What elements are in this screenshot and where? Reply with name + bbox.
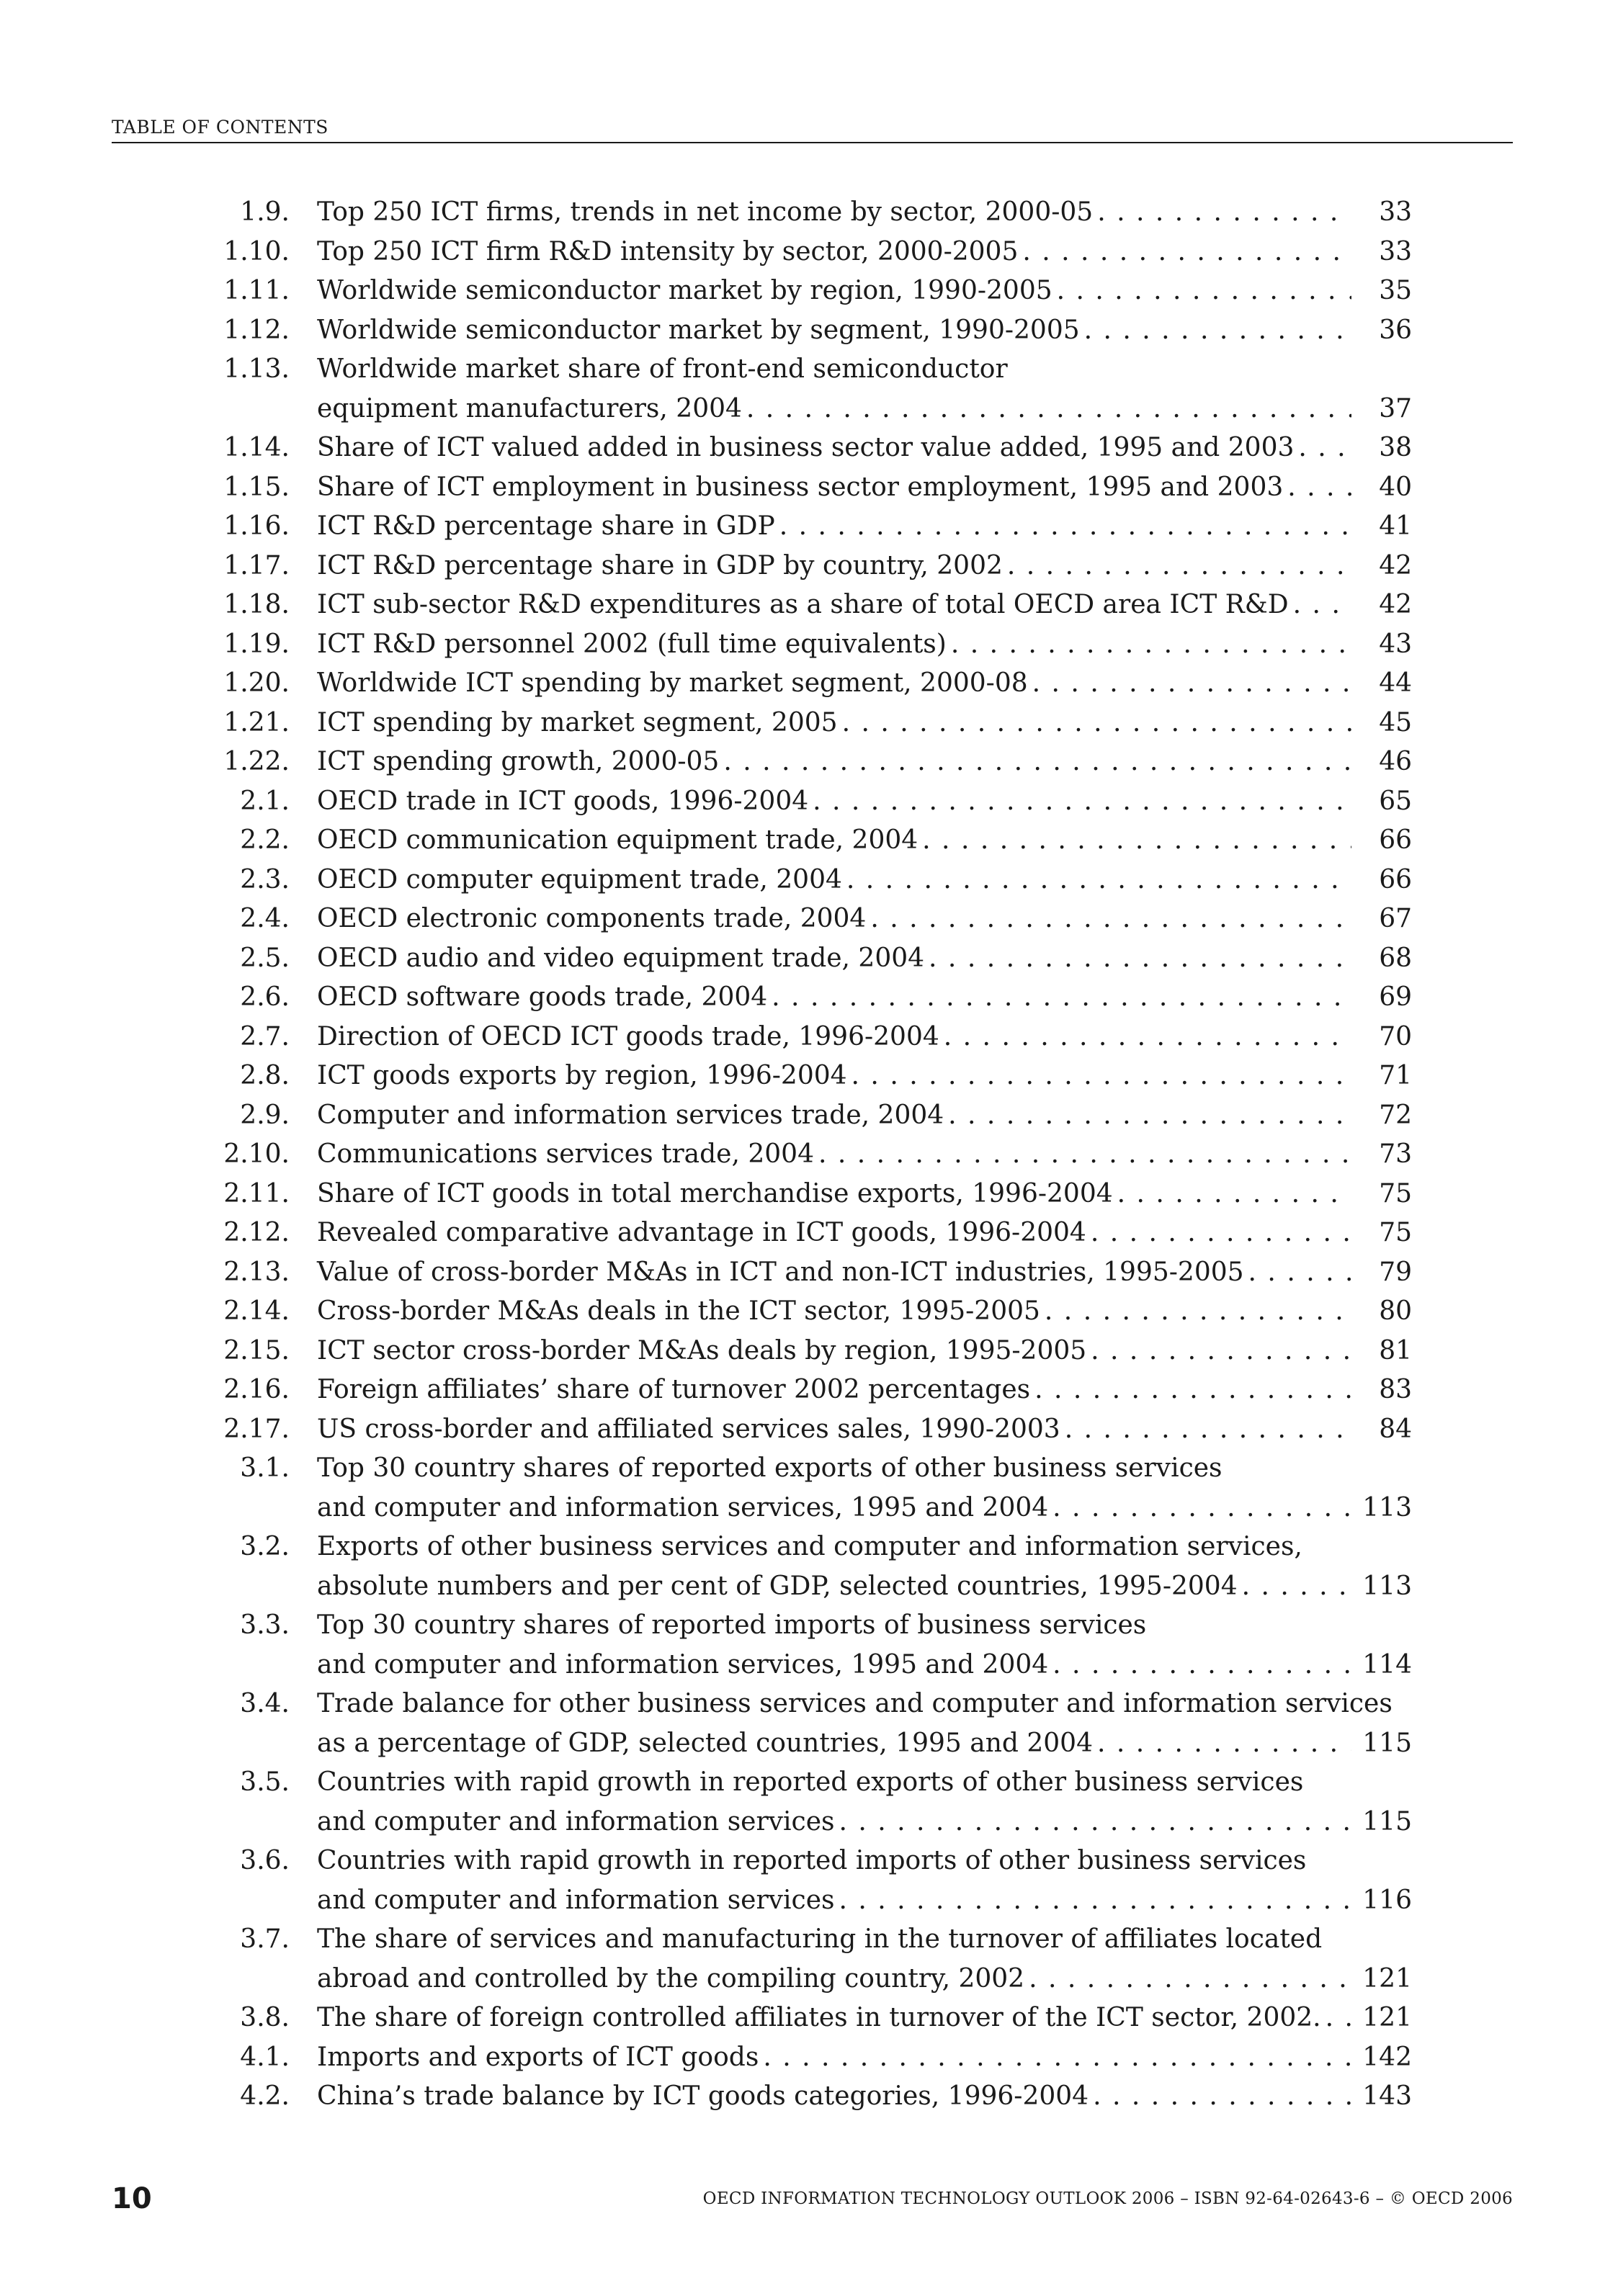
toc-entry-page: 70 [1379,1021,1412,1051]
toc-entry-title: Share of ICT goods in total merchandise exports, 1996-2004 [317,1178,1113,1208]
toc-entry [209,1214,1412,1253]
toc-entry-page: 113 [1362,1571,1412,1601]
toc-entry-number: 4.2. [240,2081,290,2111]
header-rule [112,142,1513,143]
dot-leader [1097,1724,1351,1764]
toc-entry-page: 116 [1362,1885,1412,1915]
toc-entry [209,1253,1412,1293]
toc-entry-page: 66 [1379,864,1412,894]
toc-entry-title: The share of foreign controlled affiliates in turnover of the ICT sector, 2002. [317,2003,1321,2032]
toc-entry [209,1057,1412,1096]
toc-entry-number: 1.11. [223,276,290,305]
toc-entry-title: equipment manufacturers, 2004 [317,393,742,423]
toc-entry-title: ICT sub-sector R&D expenditures as a share of total OECD area ICT R&D [317,590,1289,619]
dot-leader [723,743,1351,782]
toc-entry-title: Countries with rapid growth in reported exports of other business services [317,1767,1304,1797]
table-of-contents [209,193,1412,2117]
toc-entry-title: and computer and information services, 1995 and 2004 [317,1649,1049,1680]
toc-entry-title: ICT R&D percentage share in GDP by country, 2002 [317,550,1003,580]
toc-entry-page: 42 [1379,550,1412,580]
toc-entry-page: 72 [1379,1100,1412,1130]
toc-entry [209,547,1412,586]
toc-entry-title: OECD computer equipment trade, 2004 [317,864,842,894]
toc-entry-number: 3.7. [240,1924,290,1954]
dot-leader [929,939,1351,979]
toc-entry-title: OECD electronic components trade, 2004 [317,904,867,933]
dot-leader [1084,311,1351,351]
dot-leader [951,625,1351,665]
toc-entry [209,1763,1412,1803]
toc-entry-title: OECD audio and video equipment trade, 2004 [317,943,925,973]
toc-entry-number: 2.9. [240,1100,290,1130]
dot-leader [1032,664,1351,704]
toc-entry-title: ICT goods exports by region, 1996-2004 [317,1061,847,1090]
dot-leader [1293,586,1351,625]
toc-entry-number: 2.12. [223,1218,290,1247]
toc-entry-number: 1.13. [223,354,290,384]
toc-entry-number: 3.5. [240,1767,290,1797]
toc-entry-title: absolute numbers and per cent of GDP, selected countries, 1995-2004 [317,1571,1238,1601]
toc-entry-page: 73 [1379,1139,1412,1169]
toc-entry-title: Worldwide market share of front-end semiconductor [317,354,1008,384]
toc-entry [209,1135,1412,1175]
running-head: TABLE OF CONTENTS [112,117,328,138]
toc-entry-number: 2.4. [240,904,290,933]
toc-entry [209,1999,1412,2038]
dot-leader [746,390,1351,429]
toc-entry [209,1292,1412,1332]
toc-entry-title: Foreign affiliates’ share of turnover 2002 percentages [317,1375,1031,1404]
toc-entry-page: 79 [1379,1257,1412,1287]
toc-entry-number: 2.17. [223,1414,290,1444]
toc-entry-title: Top 250 ICT firm R&D intensity by sector, 2000-2005 [317,236,1019,266]
toc-entry [209,939,1412,979]
dot-leader [944,1018,1351,1057]
toc-entry-title: China’s trade balance by ICT goods categories, 1996-2004 [317,2081,1089,2111]
toc-entry [209,1724,1412,1764]
toc-entry-title: The share of services and manufacturing in the turnover of affiliates located [317,1924,1323,1954]
toc-entry [209,625,1412,665]
toc-entry-number: 2.16. [223,1375,290,1404]
toc-entry-number: 2.3. [240,864,290,894]
toc-entry-number: 4.1. [240,2042,290,2072]
toc-entry-number: 1.14. [223,433,290,462]
toc-entry [209,1685,1412,1724]
toc-entry [209,586,1412,625]
toc-entry-page: 68 [1379,943,1412,973]
toc-entry-page: 67 [1379,904,1412,933]
toc-entry-title: as a percentage of GDP, selected countries, 1995 and 2004 [317,1728,1093,1758]
toc-entry-number: 1.18. [223,590,290,619]
dot-leader [1052,1646,1351,1685]
toc-entry-title: Computer and information services trade, 2004 [317,1100,944,1130]
toc-entry-page: 37 [1379,393,1412,423]
toc-entry-number: 1.20. [223,668,290,698]
dot-leader [839,1881,1351,1921]
toc-entry [209,272,1412,311]
toc-entry-page: 33 [1379,197,1412,227]
toc-entry [209,350,1412,390]
dot-leader [1065,1410,1351,1450]
toc-entry-page: 40 [1379,472,1412,502]
toc-entry-page: 46 [1379,747,1412,776]
toc-entry [209,1803,1412,1842]
toc-entry [209,429,1412,468]
toc-entry-page: 81 [1379,1335,1412,1366]
toc-entry-title: OECD trade in ICT goods, 1996-2004 [317,786,809,816]
toc-entry-title: ICT spending by market segment, 2005 [317,707,838,737]
page-number: 10 [112,2182,152,2215]
dot-leader [1034,1371,1351,1410]
dot-leader [1093,2077,1351,2117]
toc-entry-number: 1.21. [223,707,290,737]
toc-entry-page: 33 [1379,236,1412,266]
toc-entry [209,507,1412,547]
toc-entry-title: Top 30 country shares of reported imports of business services [317,1610,1147,1640]
toc-entry-number: 2.15. [223,1335,290,1366]
toc-entry-number: 2.1. [240,786,290,816]
toc-entry-title: and computer and information services, 1995 and 2004 [317,1492,1049,1523]
toc-entry [209,311,1412,351]
toc-entry-page: 142 [1362,2042,1412,2072]
toc-entry-page: 69 [1379,982,1412,1012]
toc-entry-page: 65 [1379,786,1412,816]
toc-entry [209,704,1412,743]
toc-entry [209,233,1412,272]
toc-entry-number: 1.17. [223,550,290,580]
toc-entry-title: Worldwide ICT spending by market segment, 2000-08 [317,668,1028,698]
dot-leader [818,1135,1351,1175]
toc-entry [209,1528,1412,1567]
toc-entry [209,1960,1412,1999]
toc-entry [209,1881,1412,1921]
toc-entry-title: Value of cross-border M&As in ICT and non-ICT industries, 1995-2005 [317,1257,1244,1287]
dot-leader [1057,272,1351,311]
dot-leader [1052,1489,1351,1528]
toc-entry [209,900,1412,939]
dot-leader [1091,1332,1351,1371]
toc-entry [209,821,1412,861]
dot-leader [846,861,1351,900]
toc-entry-number: 1.22. [223,747,290,776]
dot-leader [1287,468,1351,508]
toc-entry-title: ICT R&D percentage share in GDP [317,511,775,541]
toc-entry-title: Worldwide semiconductor market by segment, 1990-2005 [317,315,1080,345]
toc-entry [209,978,1412,1018]
toc-entry-page: 121 [1362,2003,1412,2032]
dot-leader [839,1803,1351,1842]
toc-entry-page: 66 [1379,825,1412,855]
toc-entry-number: 1.19. [223,629,290,659]
toc-entry [209,1371,1412,1410]
toc-entry [209,1096,1412,1136]
dot-leader [1117,1175,1351,1214]
dot-leader [1007,547,1351,586]
toc-entry-number: 3.1. [240,1453,290,1483]
toc-entry-title: ICT sector cross-border M&As deals by region, 1995-2005 [317,1335,1087,1366]
toc-entry-title: Countries with rapid growth in reported imports of other business services [317,1846,1307,1875]
toc-entry-page: 115 [1362,1728,1412,1758]
toc-entry-title: Top 250 ICT firms, trends in net income by sector, 2000-05 [317,197,1094,227]
toc-entry-title: Top 30 country shares of reported exports of other business services [317,1453,1223,1483]
toc-entry-title: Share of ICT valued added in business sector value added, 1995 and 2003 [317,433,1295,462]
toc-entry [209,1449,1412,1489]
toc-entry-title: Cross-border M&As deals in the ICT sector, 1995-2005 [317,1296,1040,1326]
toc-entry [209,1567,1412,1607]
toc-entry [209,1606,1412,1646]
toc-entry-title: OECD software goods trade, 2004 [317,982,768,1012]
toc-entry [209,1920,1412,1960]
toc-entry-title: US cross-border and affiliated services sales, 1990-2003 [317,1414,1060,1444]
toc-entry [209,2077,1412,2117]
dot-leader [842,704,1351,743]
toc-entry [209,1332,1412,1371]
dot-leader [852,1057,1351,1096]
toc-entry-title: ICT R&D personnel 2002 (full time equivalents) [317,629,947,659]
toc-entry-page: 115 [1362,1806,1412,1837]
toc-entry [209,2038,1412,2078]
toc-entry [209,743,1412,782]
toc-entry-title: OECD communication equipment trade, 2004 [317,825,918,855]
dot-leader [1045,1292,1351,1332]
toc-entry-page: 75 [1379,1178,1412,1208]
dot-leader [779,507,1351,547]
toc-entry-number: 1.9. [240,197,290,227]
toc-entry-title: Imports and exports of ICT goods [317,2042,759,2072]
dot-leader [1097,193,1351,233]
toc-entry-page: 80 [1379,1296,1412,1326]
toc-entry-page: 44 [1379,668,1412,698]
toc-entry-number: 3.8. [240,2003,290,2032]
toc-entry-number: 2.2. [240,825,290,855]
toc-entry-number: 2.7. [240,1021,290,1051]
toc-entry-page: 113 [1362,1492,1412,1523]
publication-footer: OECD INFORMATION TECHNOLOGY OUTLOOK 2006 – ISBN 92-64-02643-6 – © OECD 2006 [702,2189,1513,2208]
dot-leader [1029,1960,1351,1999]
toc-entry [209,664,1412,704]
toc-entry [209,1410,1412,1450]
toc-entry-title: Communications services trade, 2004 [317,1139,814,1169]
toc-entry-number: 2.10. [223,1139,290,1169]
toc-entry-page: 121 [1362,1963,1412,1994]
toc-entry-title: Worldwide semiconductor market by region, 1990-2005 [317,276,1052,305]
toc-entry-number: 3.4. [240,1689,290,1718]
toc-entry-page: 41 [1379,511,1412,541]
toc-entry-title: Revealed comparative advantage in ICT goods, 1996-2004 [317,1218,1086,1247]
toc-entry-number: 1.16. [223,511,290,541]
toc-entry [209,782,1412,822]
toc-entry-title: Share of ICT employment in business sector employment, 1995 and 2003 [317,472,1284,502]
toc-entry-number: 2.11. [223,1178,290,1208]
toc-entry [209,1175,1412,1214]
dot-leader [870,900,1351,939]
toc-entry [209,390,1412,429]
toc-entry-title: and computer and information services [317,1806,835,1837]
dot-leader [922,821,1351,861]
toc-entry-page: 45 [1379,707,1412,737]
dot-leader [763,2038,1351,2078]
dot-leader [1091,1214,1351,1253]
toc-entry-page: 143 [1362,2081,1412,2111]
toc-entry-title: Direction of OECD ICT goods trade, 1996-2004 [317,1021,939,1051]
toc-entry-page: 75 [1379,1218,1412,1247]
toc-entry-page: 114 [1362,1649,1412,1680]
toc-entry [209,861,1412,900]
toc-entry-number: 2.14. [223,1296,290,1326]
toc-entry-title: Trade balance for other business services and computer and information services [317,1689,1393,1718]
toc-entry-page: 42 [1379,590,1412,619]
dot-leader [813,782,1351,822]
toc-entry [209,1018,1412,1057]
toc-entry [209,193,1412,233]
toc-entry-title: abroad and controlled by the compiling country, 2002 [317,1963,1025,1994]
toc-entry-page: 83 [1379,1375,1412,1404]
toc-entry-number: 2.8. [240,1061,290,1090]
toc-entry-number: 3.6. [240,1846,290,1875]
dot-leader [1248,1253,1351,1293]
toc-entry-page: 38 [1379,433,1412,462]
toc-entry-number: 3.2. [240,1532,290,1561]
toc-entry-number: 2.6. [240,982,290,1012]
toc-entry [209,1646,1412,1685]
toc-entry [209,468,1412,508]
toc-entry-title: ICT spending growth, 2000-05 [317,747,720,776]
dot-leader [1298,429,1351,468]
dot-leader [1326,1999,1351,2038]
toc-entry-number: 1.10. [223,236,290,266]
toc-entry-page: 43 [1379,629,1412,659]
toc-entry-title: Exports of other business services and computer and information services, [317,1532,1302,1561]
toc-entry-number: 3.3. [240,1610,290,1640]
dot-leader [772,978,1351,1018]
toc-entry [209,1842,1412,1881]
toc-entry [209,1489,1412,1528]
toc-entry-number: 2.13. [223,1257,290,1287]
toc-entry-number: 1.15. [223,472,290,502]
toc-entry-number: 1.12. [223,315,290,345]
toc-entry-page: 35 [1379,276,1412,305]
toc-entry-number: 2.5. [240,943,290,973]
toc-entry-page: 84 [1379,1414,1412,1444]
toc-entry-page: 71 [1379,1061,1412,1090]
dot-leader [1242,1567,1351,1607]
dot-leader [948,1096,1351,1136]
toc-entry-title: and computer and information services [317,1885,835,1915]
dot-leader [1022,233,1351,272]
toc-entry-page: 36 [1379,315,1412,345]
